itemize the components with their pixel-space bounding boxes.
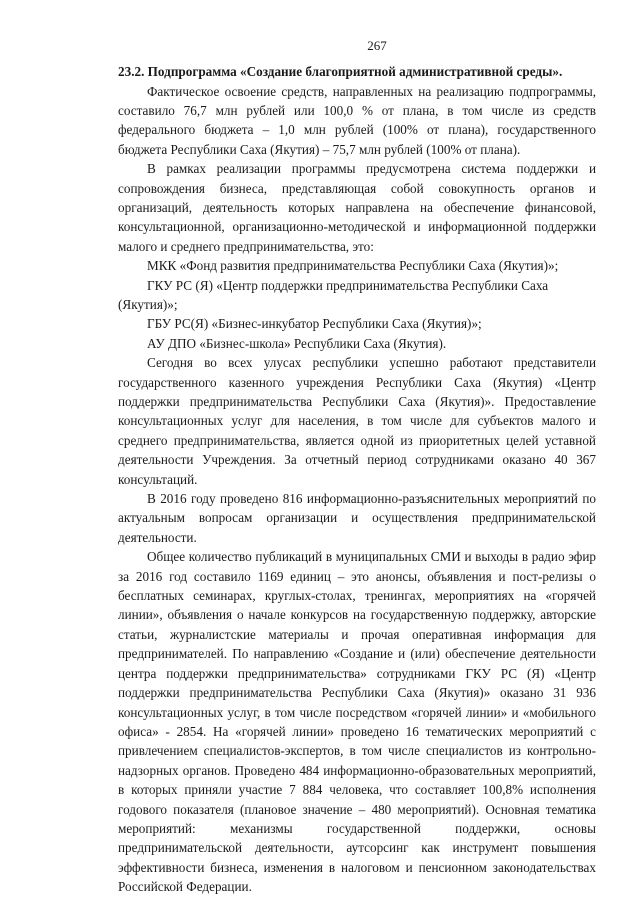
paragraph-events-2016: В 2016 году проведено 816 информационно-разъяснительных мероприятий по актуальным вопросам организации и осуществления предпринимательской деятельности. bbox=[118, 491, 596, 545]
paragraph-publications: Общее количество публикаций в муниципальных СМИ и выходы в радио эфир за 2016 год составило 1169 единиц – это анонсы, объявления и пост-релизы о бесплатных семинарах, круглых-столах, тренингах, мероприятиях на «горячей линии», объявления о начале конкурсов на государственную поддержку, авторские статьи, журналистские материалы и прочая оперативная информация для предпринимателей. По направлению «Создание и (или) обеспечение деятельности центра поддержки предпринимательства» сотрудниками ГКУ РС (Я) «Центр поддержки предпринимательства Республики Саха (Якутия)» оказано 31 936 консультационных услуг, в том числе посредством «горячей линии» и «мобильного офиса» - 2854. На «горячей линии» проведено 16 тематических мероприятий с привлечением специалистов-экспертов, в том числе специалистов из контрольно-надзорных органов. Проведено 484 информационно-образовательных мероприятий, в которых приняли участие 7 884 человека, что составляет 100,8% исполнения годового показателя (плановое значение – 480 мероприятий). Основная тематика мероприятий: механизмы государственной поддержки, основы предпринимательской деятельности, аутсорсинг как инструмент повышения эффективности бизнеса, изменения в налоговом и пенсионном законодательствах Российской Федерации. bbox=[118, 549, 596, 895]
paragraph-support-system: В рамках реализации программы предусмотрена система поддержки и сопровождения бизнеса, представляющая собой совокупность органов и организаций, деятельность которых направлена на обеспечение финансовой, консультационной, организационно-методической и информационной поддержки малого и среднего предпринимательства, это: bbox=[118, 161, 596, 254]
list-item-business-incubator: ГБУ РС(Я) «Бизнес-инкубатор Республики Саха (Якутия)»; bbox=[147, 316, 482, 332]
paragraph-funding: Фактическое освоение средств, направленных на реализацию подпрограммы, составило 76,7 млн рублей или 100,0 % от плана, в том числе из средств федерального бюджета – 1,0 млн рублей (100% от плана), государственного бюджета Республики Саха (Якутия) – 75,7 млн рублей (100% от плана). bbox=[118, 83, 596, 157]
list-item-fund: МКК «Фонд развития предпринимательства Республики Саха (Якутия)»; bbox=[147, 258, 559, 274]
list-item-support-center: ГКУ РС (Я) «Центр поддержки предпринимательства Республики Саха (Якутия)»; bbox=[118, 277, 549, 312]
paragraph-consultations: Сегодня во всех улусах республики успешно работают представители государственного казенного учреждения Республики Саха (Якутия) «Центр поддержки предпринимательства Республики Саха (Якутия)». Предоставление консультационных услуг для населения, в том числе для субъектов малого и среднего предпринимательства, является одной из приоритетных целей уставной деятельности Учреждения. За отчетный период сотрудниками оказано 40 367 консультаций. bbox=[118, 355, 596, 487]
section-heading: 23.2. Подпрограмма «Создание благоприятной административной среды». bbox=[118, 64, 563, 79]
list-item-business-school: АУ ДПО «Бизнес-школа» Республики Саха (Якутия). bbox=[147, 335, 447, 351]
page-number: 267 bbox=[367, 38, 387, 53]
